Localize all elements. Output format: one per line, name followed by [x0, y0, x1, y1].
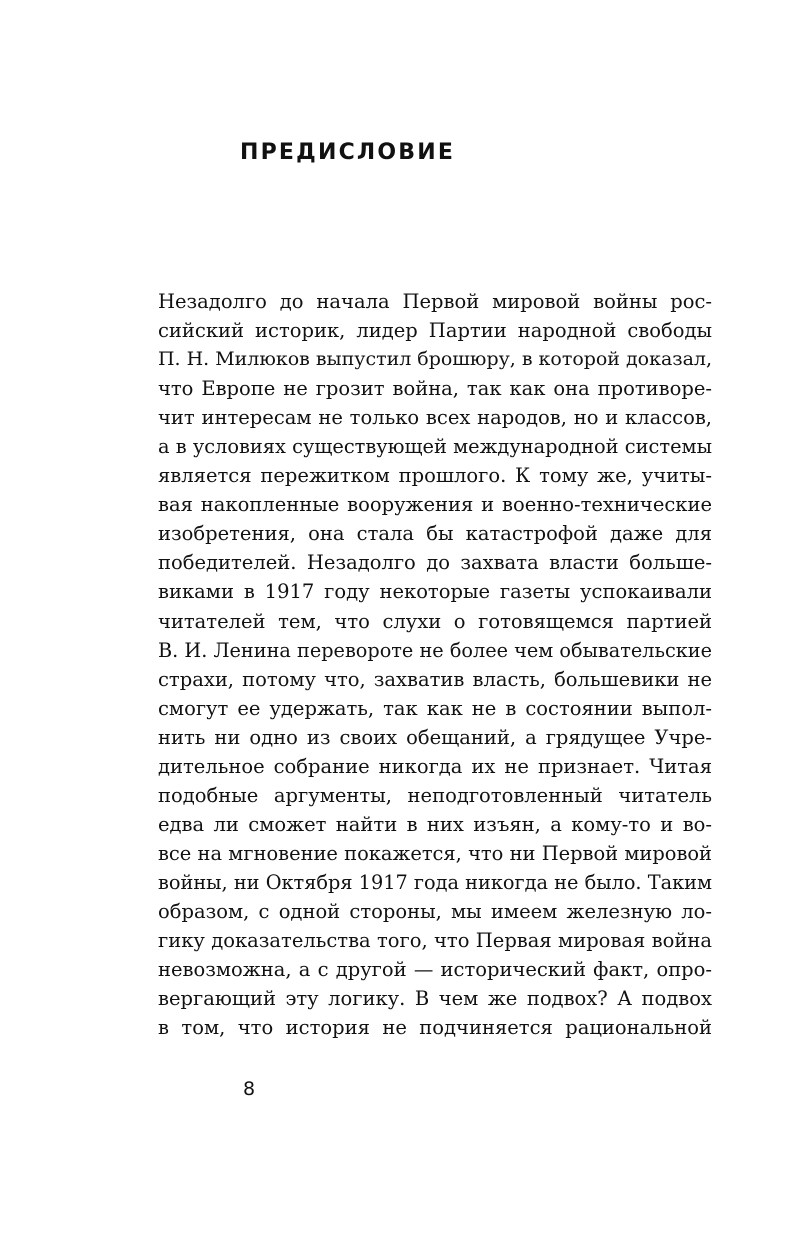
- text-line: войны, ни Октября 1917 года никогда не было. Таким: [158, 870, 712, 894]
- text-line: Незадолго до начала Первой мировой войны рос-: [158, 290, 712, 313]
- text-line: победителей. Незадолго до захвата власти больше-: [158, 551, 712, 575]
- text-line: гику доказательства того, что Первая мировая война: [158, 929, 712, 953]
- chapter-title: ПРЕДИСЛОВИЕ: [240, 140, 456, 165]
- text-line: смогут ее удержать, так как не в состоянии выпол-: [158, 696, 712, 720]
- text-line: В. И. Ленина перевороте не более чем обывательские: [158, 638, 712, 662]
- text-line: страхи, потому что, захватив власть, большевики не: [158, 667, 712, 691]
- text-line: все на мгновение покажется, что ни Первой мировой: [158, 841, 712, 865]
- text-line: дительное собрание никогда их не признает. Читая: [158, 754, 712, 778]
- text-line: читателей тем, что слухи о готовящемся партией: [158, 609, 712, 633]
- text-line: а в условиях существующей международной системы: [158, 435, 712, 459]
- body-text: [158, 287, 712, 1042]
- text-line: едва ли сможет найти в них изъян, а кому-то и во-: [158, 812, 712, 836]
- text-line: П. Н. Милюков выпустил брошюру, в которой доказал,: [158, 348, 712, 371]
- text-line: вая накопленные вооружения и военно-технические: [158, 493, 712, 517]
- text-line: вергающий эту логику. В чем же подвох? А подвох: [158, 987, 712, 1011]
- text-line: чит интересам не только всех народов, но и классов,: [158, 406, 712, 430]
- text-line: нить ни одно из своих обещаний, а грядущее Учре-: [158, 725, 712, 749]
- text-line: в том, что история не подчиняется рациональной: [158, 1016, 712, 1040]
- text-line: невозможна, а с другой — исторический факт, опро-: [158, 958, 712, 982]
- text-line: сийский историк, лидер Партии народной свободы: [158, 319, 712, 343]
- text-line: подобные аргументы, неподготовленный читатель: [158, 783, 712, 807]
- text-line: виками в 1917 году некоторые газеты успокаивали: [158, 580, 712, 604]
- text-line: образом, с одной стороны, мы имеем железную ло-: [158, 899, 712, 923]
- page-number: 8: [243, 1078, 256, 1100]
- text-line: что Европе не грозит война, так как она противоре-: [158, 377, 712, 401]
- text-line: является пережитком прошлого. К тому же, учиты-: [158, 464, 712, 488]
- text-line: изобретения, она стала бы катастрофой даже для: [158, 522, 712, 546]
